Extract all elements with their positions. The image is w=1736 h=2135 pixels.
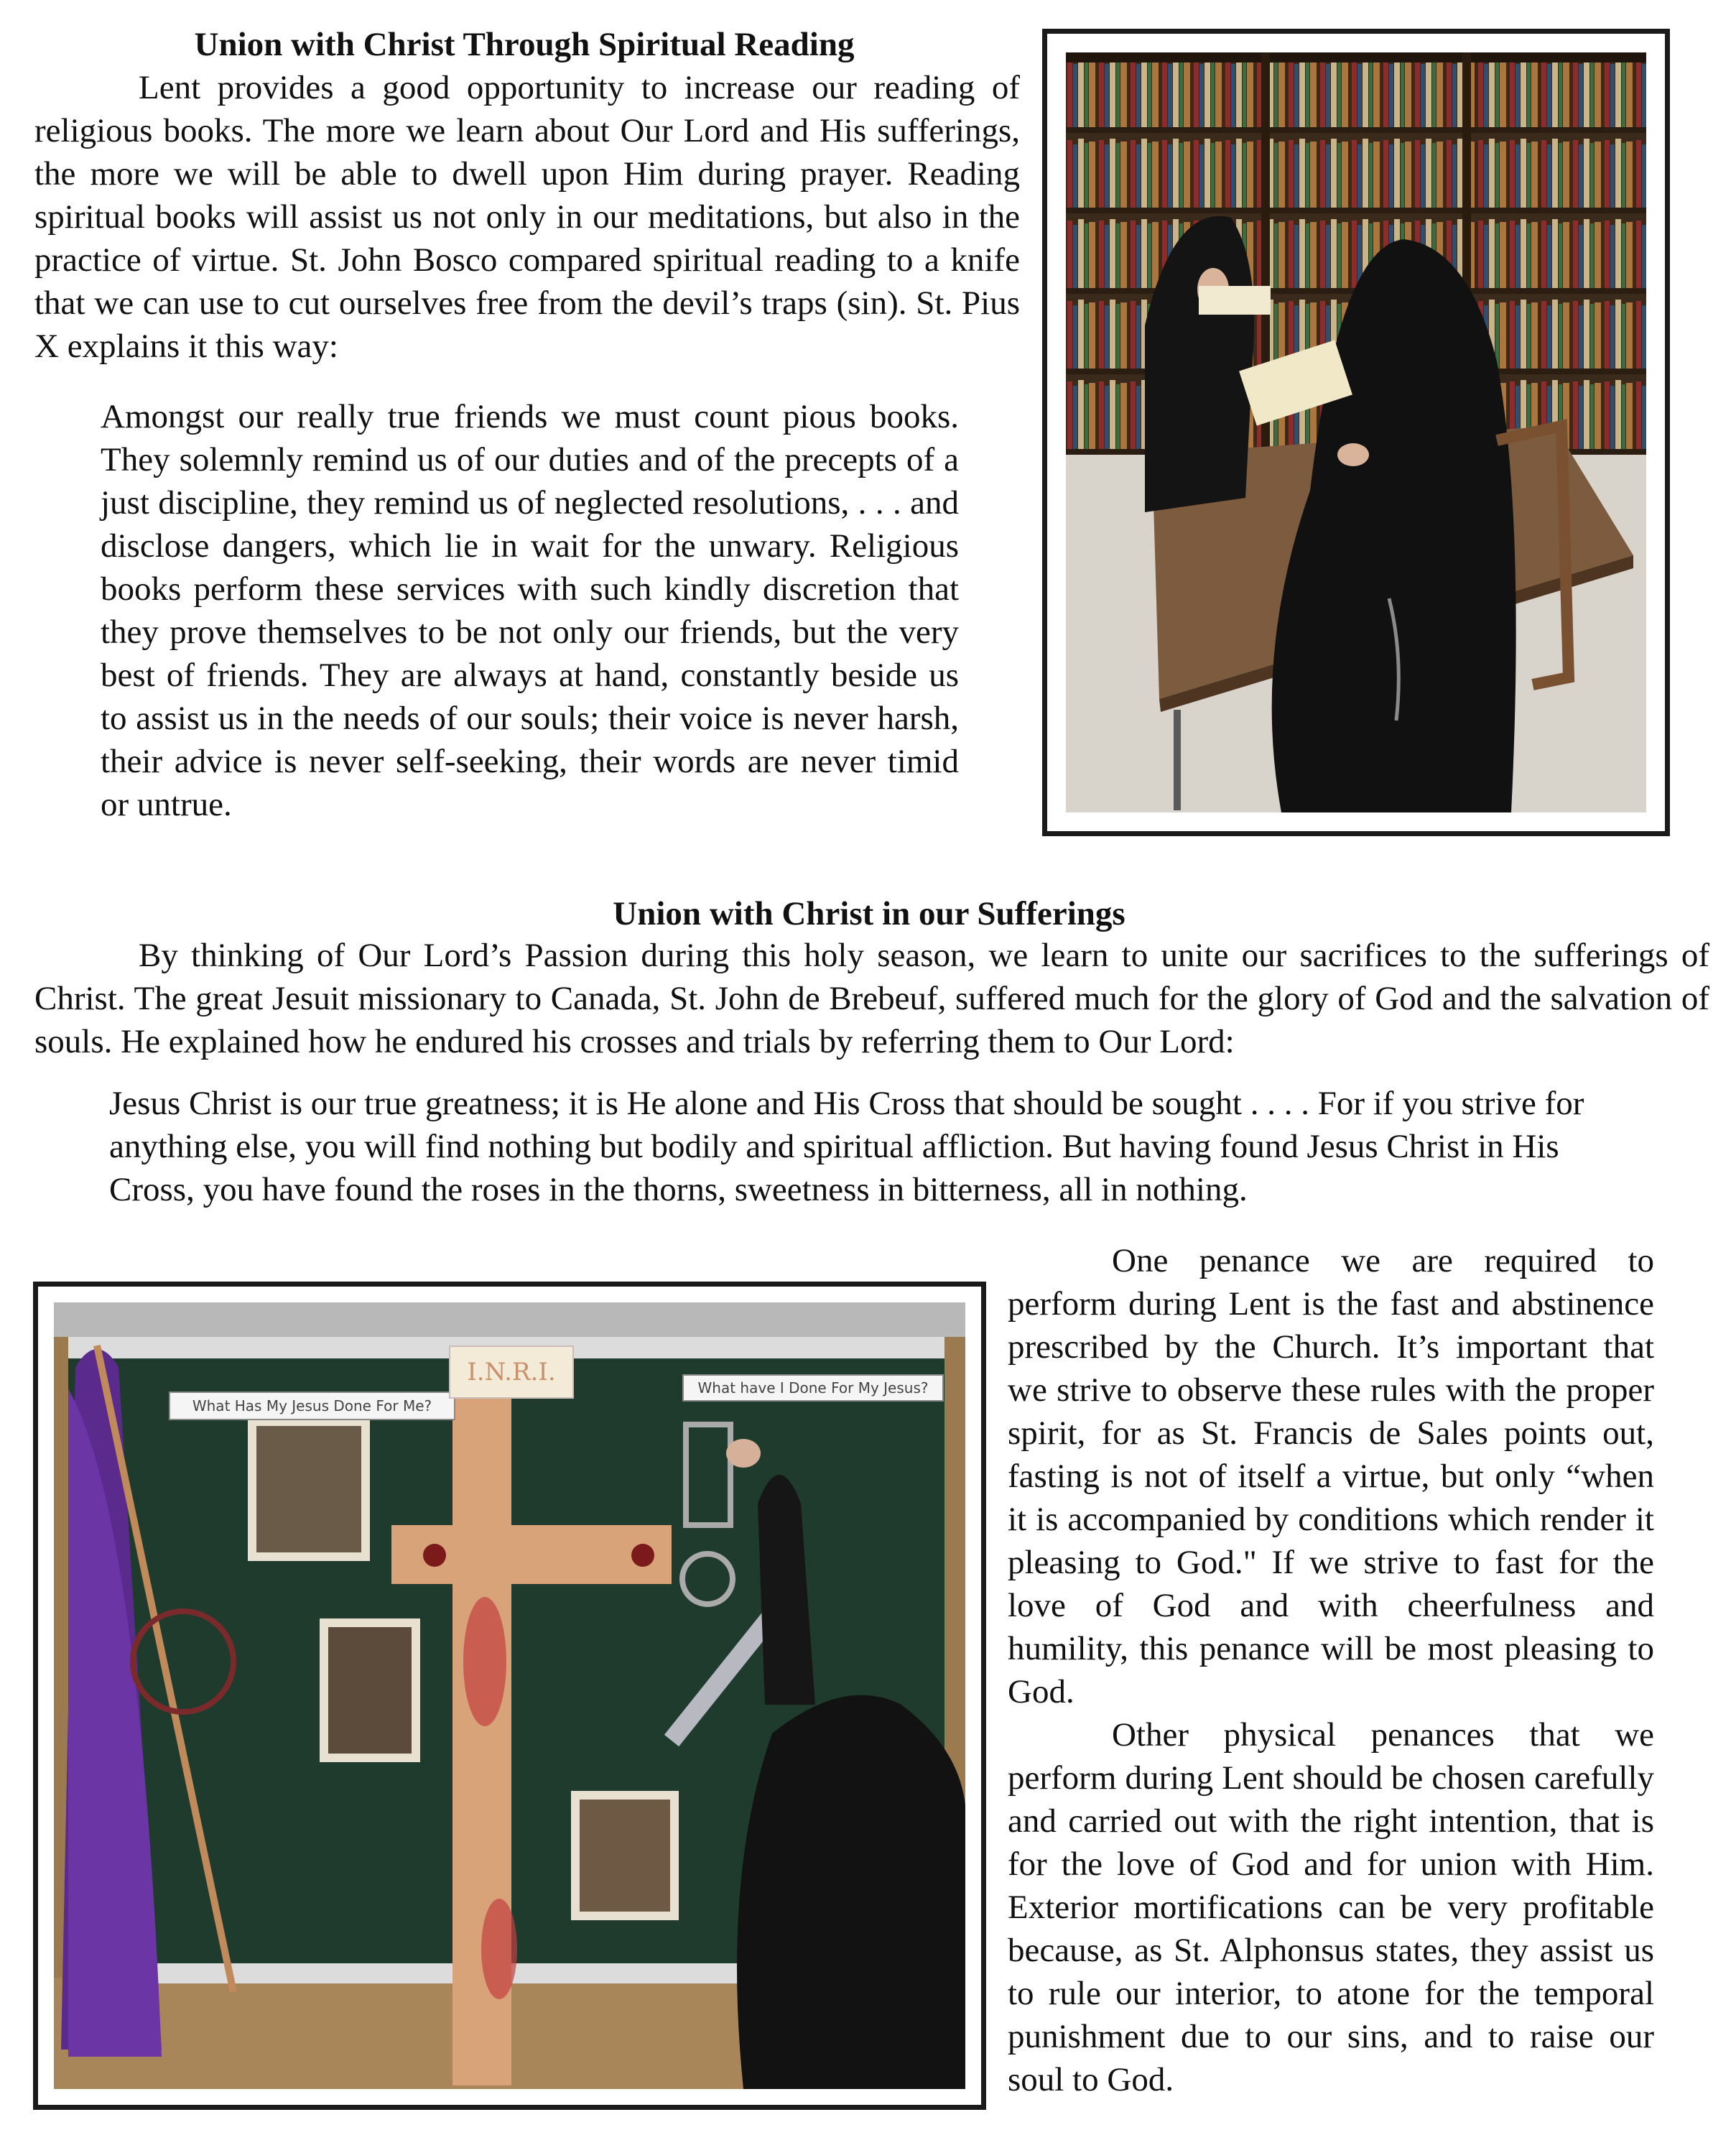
section1-intro: Lent provides a good opportunity to increase our reading of religious books. The more we learn about Our Lord and His sufferings, the more we will be able to dwell upon Him during prayer. Reading spiritual books will assist us not only in our meditations, but also in the practice of virtue. St. John Bosco compared spiritual reading to a knife that we can use to cut ourselves free from the devil’s traps (sin). St. Pius X explains it this way: (34, 69, 1020, 365)
bulletin-board-photo (54, 1302, 965, 2089)
bulletin-board-photo-frame (33, 1282, 986, 2110)
section2-quote: Jesus Christ is our true greatness; it is He alone and His Cross that should be sought . . . . For if you strive for anything else, you will find nothing but bodily and spiritual affliction. But having found Jesus Christ in His Cross, you have found the roses in the thorns, sweetness in bitterness, all in nothing. (109, 1085, 1584, 1208)
section1-heading: Union with Christ Through Spiritual Reading (194, 26, 855, 63)
section2-para2: Other physical penances that we perform during Lent should be chosen carefully and carried out with the right intention, that is for the love of God and for union with Him. Exterior mortifications can be very profitable because, as St. Alphonsus states, they assist us to rule our interior, to atone for the temporal punishment due to our sins, and to raise our soul to God. (1008, 1716, 1654, 2098)
inri-sign: I.N.R.I. (449, 1346, 574, 1399)
section2-heading: Union with Christ in our Sufferings (613, 895, 1125, 932)
section1-quote: Amongst our really true friends we must count pious books. They solemnly remind us of our duties and of the precepts of a just discipline, they remind us of neglected resolutions, . . . and disclose dangers, which lie in wait for the unwary. Religious books perform these services with such kindly discretion that they prove themselves to be not only our friends, but the very best of friends. They are always at hand, constantly beside us to assist us in the needs of our souls; their voice is never harsh, their advice is never self-seeking, their words are never timid or untrue. (101, 398, 959, 823)
library-photo (1066, 52, 1646, 812)
left-board-sign: What Has My Jesus Done For Me? (169, 1391, 455, 1420)
right-board-sign: What have I Done For My Jesus? (682, 1374, 944, 1402)
section2-para1: One penance we are required to perform during Lent is the fast and abstinence prescribed by the Church. It’s important that we strive to observe these rules with the proper spirit, for as St. Francis de Sales points out, fasting is not of itself a virtue, but only “when it is accompanied by conditions which render it pleasing to God." If we strive to fast for the love of God and with cheerfulness and humility, this penance will be most pleasing to God. (1008, 1242, 1654, 1710)
section2-intro: By thinking of Our Lord’s Passion during this holy season, we learn to unite our sacrifices to the sufferings of Christ. The great Jesuit missionary to Canada, St. John de Brebeuf, suffered much for the glory of God and the salvation of souls. He explained how he endured his crosses and trials by referring them to Our Lord: (34, 937, 1709, 1060)
library-photo-frame (1042, 29, 1670, 836)
